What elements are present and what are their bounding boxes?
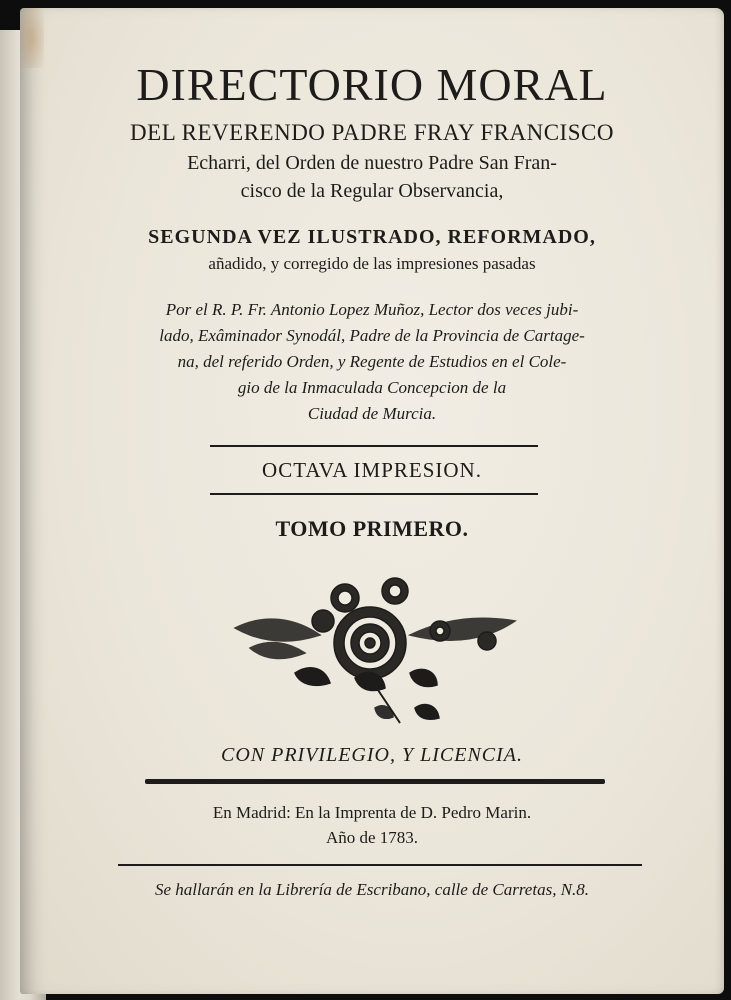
author-line-1: Echarri, del Orden de nuestro Padre San Fran- bbox=[187, 152, 557, 174]
floral-ornament-icon bbox=[225, 573, 525, 733]
imprint-line-1: En Madrid: En la Imprenta de D. Pedro Marin. bbox=[212, 803, 532, 822]
divider-rule-top bbox=[210, 445, 538, 447]
editor-line-2: lado, Exâminador Synodál, Padre de la Provincia de Cartage- bbox=[159, 326, 585, 345]
editor-line-1: Por el R. P. Fr. Antonio Lopez Muñoz, Lector dos veces jubi- bbox=[165, 300, 579, 319]
ornamental-rule bbox=[145, 779, 605, 784]
edition-heading: SEGUNDA VEZ ILUSTRADO, REFORMADO, bbox=[148, 226, 596, 248]
book-title: DIRECTORIO MORAL bbox=[136, 59, 608, 110]
bookseller-notice: Se hallarán en la Librería de Escribano, calle de Carretas, N.8. bbox=[154, 880, 590, 899]
volume-label: TOMO PRIMERO. bbox=[275, 516, 469, 541]
privilege-notice: CON PRIVILEGIO, Y LICENCIA. bbox=[221, 744, 523, 766]
editor-line-5: Ciudad de Murcia. bbox=[307, 404, 437, 423]
title-page bbox=[20, 8, 724, 994]
divider-rule-bottom bbox=[210, 493, 538, 495]
impression-label: OCTAVA IMPRESION. bbox=[262, 458, 482, 482]
book-subtitle: DEL REVERENDO PADRE FRAY FRANCISCO bbox=[130, 120, 614, 145]
imprint-year: Año de 1783. bbox=[325, 828, 419, 847]
editor-line-4: gio de la Inmaculada Concepcion de la bbox=[237, 378, 507, 397]
imprint-rule bbox=[118, 864, 642, 866]
editor-line-3: na, del referido Orden, y Regente de Estudios en el Cole- bbox=[177, 352, 567, 371]
author-line-2: cisco de la Regular Observancia, bbox=[240, 180, 504, 202]
edition-subheading: añadido, y corregido de las impresiones pasadas bbox=[208, 254, 536, 273]
